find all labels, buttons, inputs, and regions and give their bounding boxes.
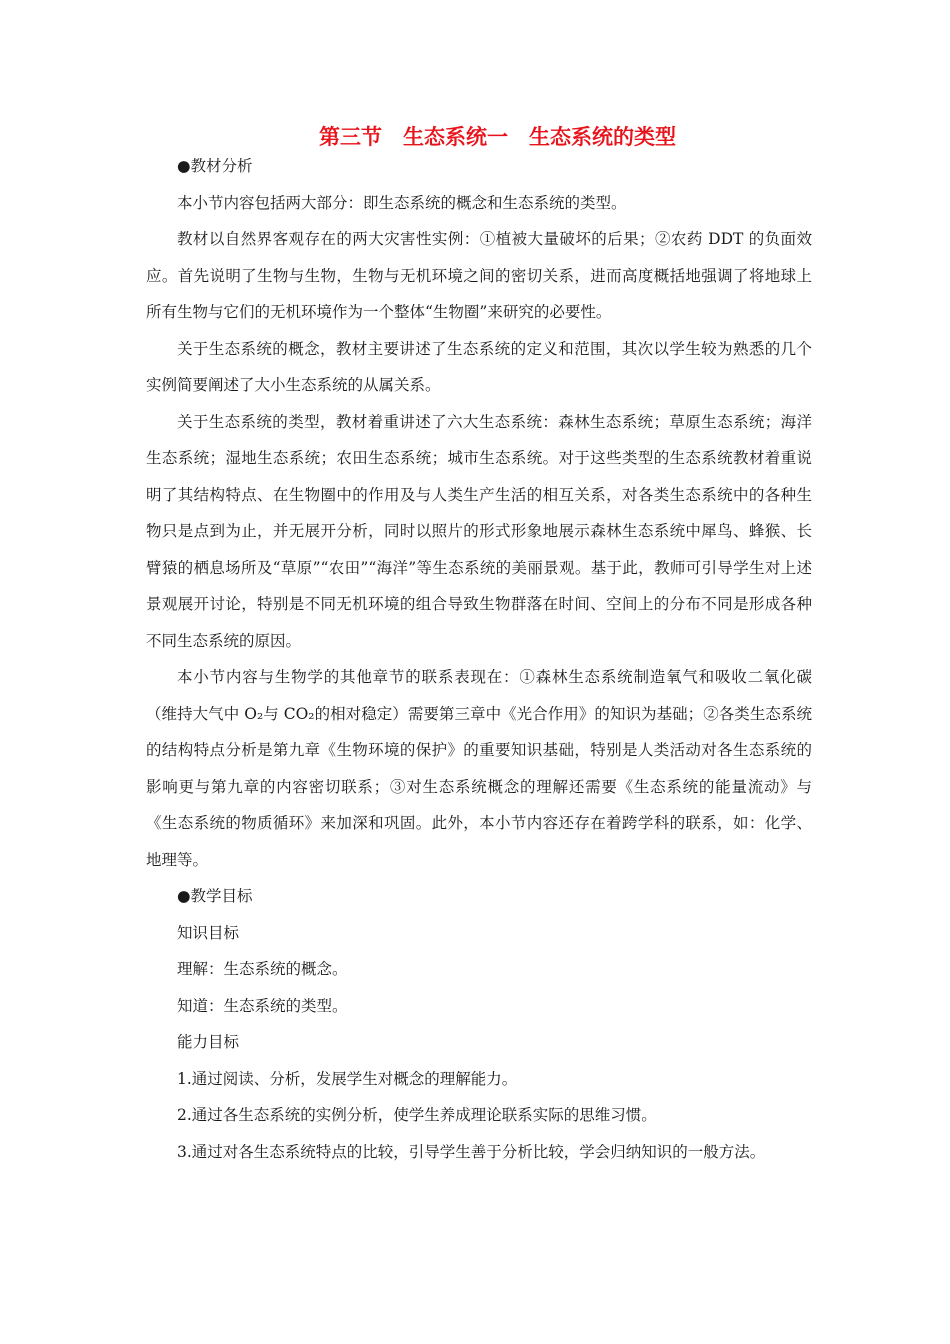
section-heading-goals: ●教学目标 bbox=[177, 887, 253, 905]
paragraph: 本小节内容包括两大部分：即生态系统的概念和生态系统的类型。 bbox=[177, 193, 627, 212]
paragraph: 本小节内容与生物学的其他章节的联系表现在：①森林生态系统制造氧气和吸收二氧化碳（维持大气中 O₂与 CO₂的相对稳定）需要第三章中《光合作用》的知识为基础；②各类生态系统的结构特点分析是第九章《生物环境的保护》的重要知识基础，特别是人类活动对各生态系统的影响更与第九章的内容密切联系；③对生态系统概念的理解还需要《生态系统的能量流动》与《生态系统的物质循环》来加深和巩固。此外，本小节内容还存在着跨学科的联系，如：化学、地理等。 bbox=[146, 668, 812, 869]
list-item: 知道：生态系统的类型。 bbox=[177, 996, 348, 1015]
section-heading-analysis: ●教材分析 bbox=[177, 157, 253, 175]
list-item: 1.通过阅读、分析，发展学生对概念的理解能力。 bbox=[177, 1069, 518, 1088]
paragraph: 关于生态系统的概念，教材主要讲述了生态系统的定义和范围，其次以学生较为熟悉的几个实例简要阐述了大小生态系统的从属关系。 bbox=[146, 339, 812, 394]
list-item: 理解：生态系统的概念。 bbox=[177, 960, 348, 978]
paragraph: 关于生态系统的类型，教材着重讲述了六大生态系统：森林生态系统；草原生态系统；海洋生态系统；湿地生态系统；农田生态系统；城市生态系统。对于这些类型的生态系统教材着重说明了其结构特点、在生物圈中的作用及与人类生产生活的相互关系，对各类生态系统中的各种生物只是点到为止，并无展开分析，同时以照片的形式形象地展示森林生态系统中犀鸟、蜂猴、长臂猿的栖息场所及“草原”“农田”“海洋”等生态系统的美丽景观。基于此，教师可引导学生对上述景观展开讨论，特别是不同无机环境的组合导致生物群落在时间、空间上的分布不同是形成各种不同生态系统的原因。 bbox=[146, 412, 812, 650]
paragraph: 教材以自然界客观存在的两大灾害性实例：①植被大量破坏的后果；②农药 DDT 的负面效应。首先说明了生物与生物，生物与无机环境之间的密切关系，进而高度概括地强调了将地球上所有生物与它们的无机环境作为一个整体“生物圈”来研究的必要性。 bbox=[146, 230, 812, 321]
page-title: 第三节 生态系统一 生态系统的类型 bbox=[319, 124, 676, 149]
subheading-ability: 能力目标 bbox=[177, 1033, 240, 1051]
list-item: 3.通过对各生态系统特点的比较，引导学生善于分析比较，学会归纳知识的一般方法。 bbox=[177, 1142, 766, 1161]
list-item: 2.通过各生态系统的实例分析，使学生养成理论联系实际的思维习惯。 bbox=[177, 1106, 657, 1124]
subheading-knowledge: 知识目标 bbox=[177, 923, 240, 942]
document-body bbox=[146, 148, 812, 1170]
